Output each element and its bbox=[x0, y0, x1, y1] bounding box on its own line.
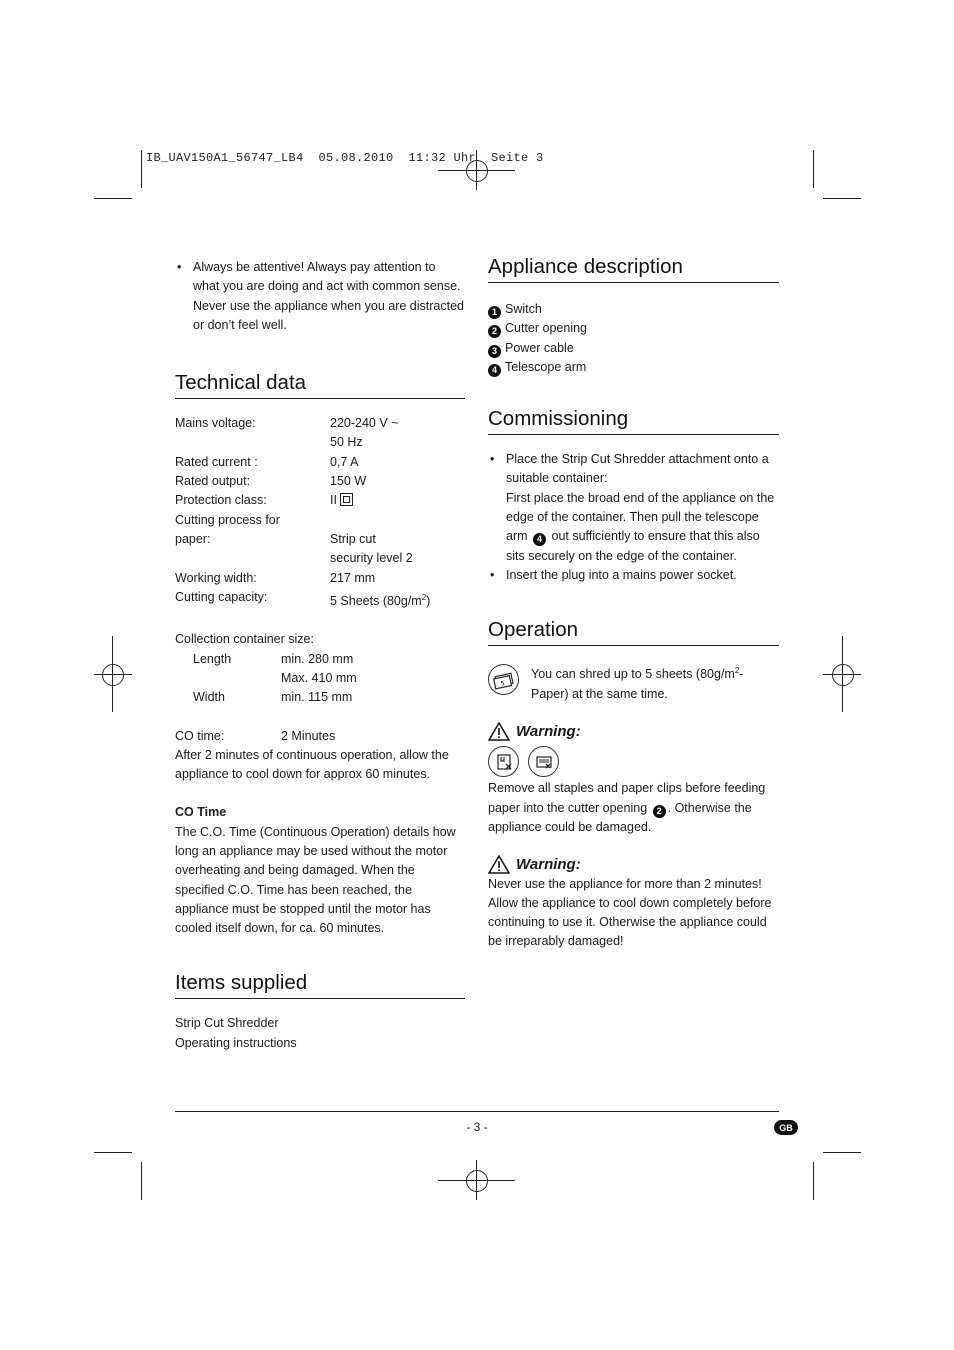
spec-row: Rated output: 150 W bbox=[175, 474, 367, 489]
number-badge: 2 bbox=[488, 325, 501, 338]
list-item: Operating instructions bbox=[175, 1035, 297, 1050]
container-row: Length min. 280 mm bbox=[193, 651, 354, 666]
warning-title: Warning: bbox=[488, 722, 779, 741]
left-column bbox=[175, 258, 465, 1053]
commissioning-steps bbox=[488, 450, 779, 585]
co-time-heading: CO Time bbox=[175, 805, 227, 820]
container-row: Width min. 115 mm bbox=[193, 690, 353, 705]
list-item: 4 Telescope arm bbox=[488, 358, 779, 377]
items-list bbox=[175, 1014, 465, 1053]
number-badge: 1 bbox=[488, 306, 501, 319]
number-badge: 4 bbox=[533, 533, 546, 546]
number-badge: 2 bbox=[653, 805, 666, 818]
spec-table bbox=[175, 414, 465, 611]
commissioning-heading: Commissioning bbox=[488, 405, 779, 435]
spec-row: paper: Strip cut bbox=[175, 531, 376, 546]
appliance-description-heading: Appliance description bbox=[488, 253, 779, 283]
technical-data-heading: Technical data bbox=[175, 369, 465, 399]
no-paper-clips-icon bbox=[528, 746, 559, 777]
list-item: 3 Power cable bbox=[488, 339, 779, 358]
spec-row: Mains voltage: 220-240 V ~ bbox=[175, 416, 399, 431]
container-table bbox=[175, 650, 465, 708]
co-time-row: CO time: 2 Minutes bbox=[175, 728, 336, 743]
spec-row: security level 2 bbox=[330, 551, 413, 566]
page-number: - 3 - bbox=[466, 1120, 488, 1134]
list-item: 1 Switch bbox=[488, 300, 779, 319]
container-row: Max. 410 mm bbox=[281, 670, 357, 685]
no-staples-icon bbox=[488, 746, 519, 777]
co-time-note: After 2 minutes of continuous operation, allow the appliance to cool down for approx 60 minutes. bbox=[175, 747, 449, 782]
spec-row: Protection class: II bbox=[175, 491, 465, 510]
list-item: Strip Cut Shredder bbox=[175, 1016, 279, 1031]
co-time-text: The C.O. Time (Continuous Operation) details how long an appliance may be used without the motor overheating and being damaged. When the specified C.O. Time has been reached, the appliance must be stopped until the motor has cooled itself down, for ca. 60 minutes. bbox=[175, 824, 456, 936]
warning-triangle-icon bbox=[488, 855, 510, 874]
spec-row: Rated current : 0,7 A bbox=[175, 454, 359, 469]
container-size-title: Collection container size: bbox=[175, 632, 314, 647]
list-item: • Place the Strip Cut Shredder attachment onto a suitable container: First place the broad end of the appliance on the edge of the container. Then pull the telescope arm 4 out sufficiently to ensure that this also sits securely on the edge of the container. bbox=[488, 450, 779, 566]
list-item: 2 Cutter opening bbox=[488, 319, 779, 338]
right-column: Appliance description 1 Switch 2 Cutter opening 3 Power cable 4 Telescope arm Commissioning • Place the Strip Cut Shredder attachment onto a suitable container: First place the broad end of the appliance on the edge of the container. Then pull the telescope arm 4 out sufficiently to ensure that this also sits securely on the edge of the container. • Insert the plug into a mains power socket. Operation 5 You can shred up to 5 sheets $(80g/m^2-Paper)$ at the same time. Warning: Remove all staples and paper clips before feeding paper into the cutter opening 2 . Otherwise the appliance could be damaged. Warning: Never use the appliance for more than 2 minutes! Allow the appliance to cool down completely before continuing to use it. Otherwise the appliance could be irreparably damaged! bbox=[488, 253, 779, 952]
intro-bullet: • Always be attentive! Always pay attention to what you are doing and act with common sense. Never use the appliance when you are distracted or don’t feel well. bbox=[175, 258, 465, 335]
warning-text: Never use the appliance for more than 2 minutes! Allow the appliance to cool down completely before continuing to use it. Otherwise the appliance could be irreparably damaged! bbox=[488, 876, 772, 949]
parts-list bbox=[488, 300, 779, 377]
list-item: • Insert the plug into a mains power socket. bbox=[488, 566, 779, 585]
spec-row: Cutting capacity: 5 Sheets $(80g/m^2)$ bbox=[175, 589, 431, 609]
footer-divider bbox=[175, 1111, 779, 1112]
warning-icons bbox=[488, 746, 779, 777]
operation-heading: Operation bbox=[488, 616, 779, 646]
shred-capacity-block: 5 You can shred up to 5 sheets $(80g/m^2-Paper)$ at the same time. bbox=[488, 661, 779, 704]
spec-row: 50 Hz bbox=[330, 435, 363, 450]
warning-triangle-icon bbox=[488, 722, 510, 741]
number-badge: 4 bbox=[488, 364, 501, 377]
spec-row: Cutting process for bbox=[175, 512, 280, 527]
double-insulation-icon bbox=[340, 493, 353, 506]
items-supplied-heading: Items supplied bbox=[175, 969, 465, 999]
svg-text:5: 5 bbox=[499, 679, 505, 688]
number-badge: 3 bbox=[488, 345, 501, 358]
paper-sheets-icon bbox=[485, 661, 522, 698]
spec-row: Working width: 217 mm bbox=[175, 570, 376, 585]
language-badge: GB bbox=[774, 1120, 798, 1135]
warning-title: Warning: bbox=[488, 855, 779, 874]
print-header: IB_UAV150A1_56747_LB4 05.08.2010 11:32 Uhr Seite 3 bbox=[146, 151, 544, 165]
